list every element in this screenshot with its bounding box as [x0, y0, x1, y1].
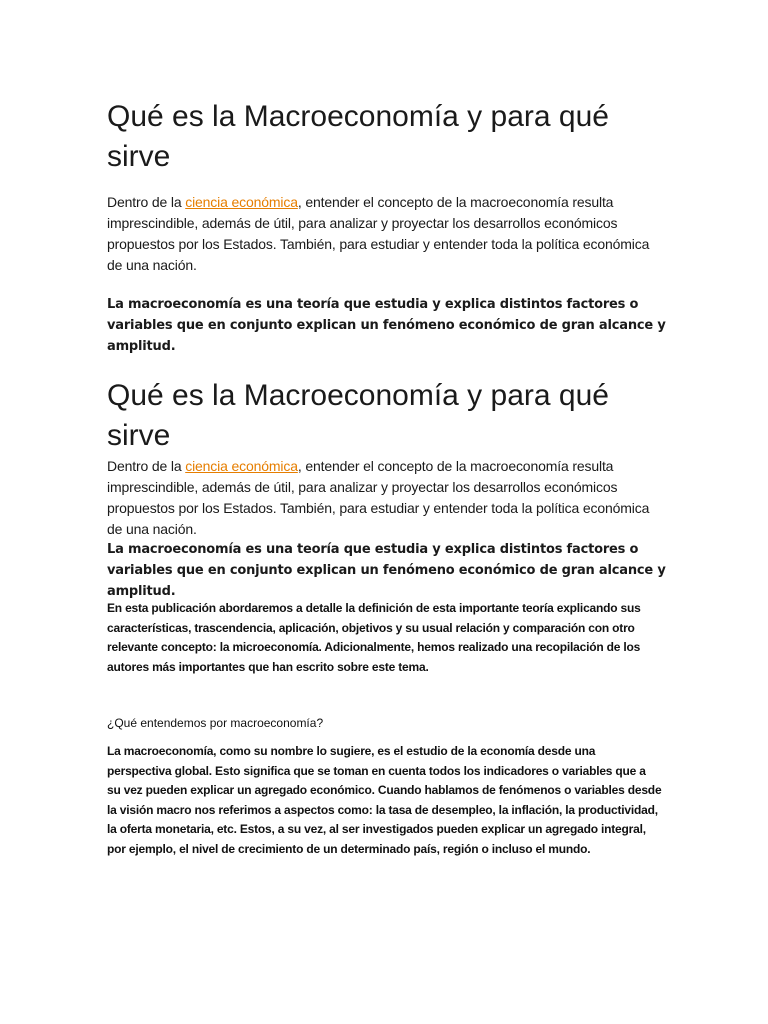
ciencia-economica-link-2[interactable]: ciencia económica — [185, 458, 298, 474]
section1-lead: La macroeconomía es una teoría que estudia y explica distintos factores o variables que en conjunto explican un fenómeno económico de gran alcance y amplitud. — [107, 297, 666, 354]
ciencia-economica-link[interactable]: ciencia económica — [185, 194, 298, 210]
section2-title: Qué es la Macroeconomía y para qué sirve — [107, 379, 609, 452]
section1-intro — [107, 192, 667, 276]
section1-intro-after: , entender el concepto de la macroeconomía resulta imprescindible, además de útil, para analizar y proyectar los desarrollos económicos propuestos por los Estados. También, para estudiar y entender toda la política económica de una nación. — [107, 194, 650, 273]
section3-body: La macroeconomía, como su nombre lo sugiere, es el estudio de la economía desde una perspectiva global. Esto significa que se toman en cuenta todos los indicadores o variables que a su vez pueden explicar un agregado económico. Cuando hablamos de fenómenos o variables desde la visión macro nos referimos a aspectos como: la tasa de desempleo, la inflación, la productividad, la oferta monetaria, etc. Estos, a su vez, al ser investigados pueden explicar un agregado integral, por ejemplo, el nivel de crecimiento de un determinado país, región o incluso el mundo. — [107, 744, 662, 856]
section2-intro — [107, 456, 667, 540]
section3-question: ¿Qué entendemos por macroeconomía? — [107, 716, 324, 730]
section2-intro-after: , entender el concepto de la macroeconomía resulta imprescindible, además de útil, para analizar y proyectar los desarrollos económicos propuestos por los Estados. También, para estudiar y entender toda la política económica de una nación. — [107, 458, 650, 537]
section2-publication: En esta publicación abordaremos a detalle la definición de esta importante teoría explicando sus características, trascendencia, aplicación, objetivos y su usual relación y comparación con otro relevante concepto: la microeconomía. Adicionalmente, hemos realizado una recopilación de los autores más importantes que han escrito sobre este tema. — [107, 601, 641, 674]
section1-intro-before: Dentro de la — [107, 194, 186, 210]
section1-title: Qué es la Macroeconomía y para qué sirve — [107, 100, 609, 173]
section2-lead: La macroeconomía es una teoría que estudia y explica distintos factores o variables que en conjunto explican un fenómeno económico de gran alcance y amplitud. — [107, 542, 666, 599]
section2-intro-before: Dentro de la — [107, 458, 186, 474]
